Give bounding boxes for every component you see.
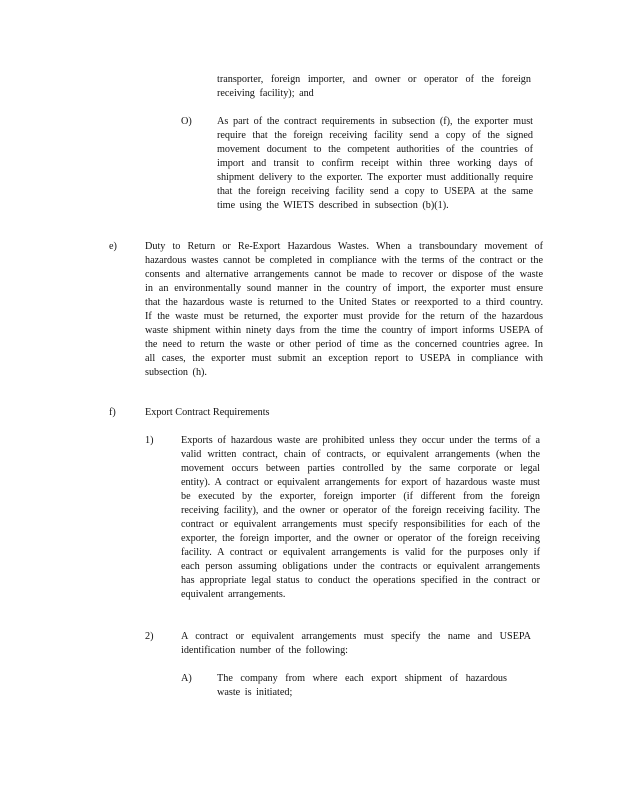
item-a-text: The company from where each export shipment of hazardous waste is initiated; bbox=[217, 673, 507, 698]
item-2-text: A contract or equivalent arrangements must specify the name and USEPA identification number of the following: bbox=[181, 631, 531, 656]
section-e-label: e) bbox=[109, 241, 117, 252]
section-f-label: f) bbox=[109, 407, 116, 418]
continuation-paragraph: transporter, foreign importer, and owner or operator of the foreign receiving facility); and bbox=[217, 74, 531, 99]
item-1-label: 1) bbox=[145, 435, 154, 446]
section-f-heading: Export Contract Requirements bbox=[145, 407, 270, 418]
item-2-label: 2) bbox=[145, 631, 154, 642]
item-a-label: A) bbox=[181, 673, 192, 684]
item-1-text: Exports of hazardous waste are prohibited unless they occur under the terms of a valid written contract, chain of contracts, or equivalent arrangements (when the movement occurs between parties controlled by the same corporate or legal entity). A contract or equivalent arrangements for export of hazardous waste must be executed by the exporter, foreign importer (if different from the foreign receiving facility), and the owner or operator of the foreign receiving facility. The contract or equivalent arrangements must specify responsibilities for each of the exporter, the foreign importer, and the owner or operator of the foreign receiving facility. A contract or equivalent arrangements is valid for the purposes only if each person assuming obligations under the contracts or equivalent arrangements has appropriate legal status to conduct the operations specified in the contract or equivalent arrangements. bbox=[181, 435, 540, 600]
section-e-text: Duty to Return or Re-Export Hazardous Wastes. When a transboundary movement of hazardous wastes cannot be completed in compliance with the terms of the contract or the consents and alternative arrangements cannot be made to recover or dispose of the waste in an environmentally sound manner in the country of import, the exporter must ensure that the hazardous waste is returned to the United States or reexported to a third country. If the waste must be returned, the exporter must provide for the return of the hazardous waste shipment within ninety days from the time the country of import informs USEPA of the need to return the waste or other period of time as the concerned countries agree. In all cases, the exporter must submit an exception report to USEPA in compliance with subsection (h). bbox=[145, 241, 543, 378]
item-o-text: As part of the contract requirements in subsection (f), the exporter must require that the foreign receiving facility send a copy of the signed movement document to the competent authorities of the countries of import and transit to confirm receipt within three working days of shipment delivery to the exporter. The exporter must additionally require that the foreign receiving facility send a copy to USEPA at the same time using the WIETS described in subsection (b)(1). bbox=[217, 116, 533, 211]
item-o-label: O) bbox=[181, 116, 192, 127]
